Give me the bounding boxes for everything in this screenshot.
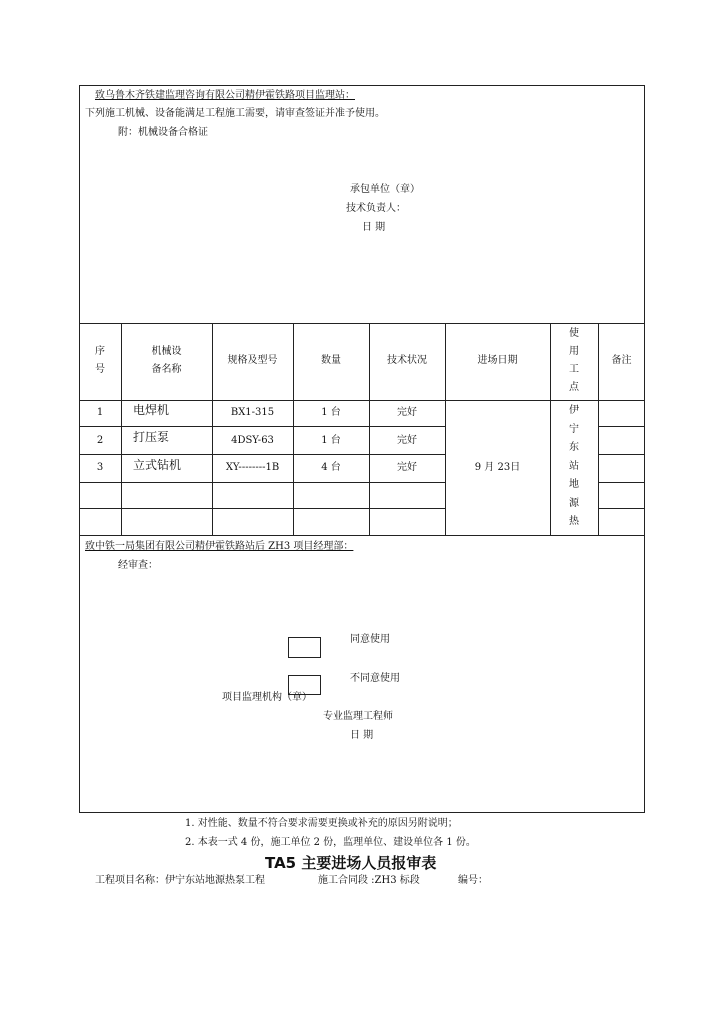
- row-line: [79, 426, 445, 427]
- row-name: 电焊机: [133, 403, 170, 417]
- row-no: 2: [96, 435, 104, 446]
- row-line-remark: [598, 426, 645, 427]
- table-bottom-line: [79, 535, 645, 536]
- row-spec: 4DSY-63: [231, 435, 274, 446]
- header-spec: 规格及型号: [227, 355, 278, 366]
- row-line-remark: [598, 508, 645, 509]
- row-name: 打压泵: [133, 430, 170, 444]
- row-status: 完好: [397, 462, 417, 473]
- table-top-line: [79, 323, 645, 324]
- contractor-label: 承包单位（章）: [350, 184, 420, 195]
- site-value: 伊 宁 东 站 地 源 热: [569, 405, 579, 527]
- header-name: 备名称: [151, 364, 182, 375]
- addressee-supervisor: 致乌鲁木齐铁建监理咨询有限公司精伊霍铁路项目监理站：: [95, 90, 355, 101]
- statement-text: 下列施工机械、设备能满足工程施工需要，请审查签证并准予使用。: [85, 108, 385, 119]
- row-line: [79, 482, 445, 483]
- row-line: [79, 508, 445, 509]
- row-spec: XY--------1B: [225, 462, 280, 473]
- header-remark: 备注: [611, 355, 632, 366]
- agree-label: 同意使用: [350, 634, 390, 645]
- form-number: 编号：: [458, 875, 488, 886]
- row-qty: 1 台: [321, 435, 341, 446]
- row-status: 完好: [397, 435, 417, 446]
- row-line-remark: [598, 482, 645, 483]
- agree-checkbox[interactable]: [288, 637, 321, 658]
- contract-section: 施工合同段 :ZH3 标段: [318, 875, 420, 886]
- header-qty: 数量: [321, 355, 341, 366]
- row-status: 完好: [397, 407, 417, 418]
- table-header-line: [79, 400, 645, 401]
- addressee-contractor: 致中铁一局集团有限公司精伊霍铁路站后 ZH3 项目经理部：: [85, 541, 354, 552]
- header-no: 序: [95, 346, 105, 357]
- row-spec: BX1-315: [230, 407, 275, 418]
- col-line: [550, 323, 551, 535]
- row-no: 3: [96, 462, 104, 473]
- header-entry-date: 进场日期: [477, 355, 518, 366]
- tech-lead-label: 技术负责人：: [346, 203, 406, 214]
- row-line-remark: [598, 454, 645, 455]
- header-name: 机械设: [151, 346, 182, 357]
- date-label-bottom: 日 期: [350, 730, 374, 741]
- date-label-top: 日 期: [362, 222, 386, 233]
- row-qty: 1 台: [321, 407, 341, 418]
- header-no: 号: [95, 364, 105, 375]
- row-name: 立式钻机: [133, 458, 182, 472]
- reviewed-label: 经审查：: [118, 560, 158, 571]
- disagree-label: 不同意使用: [350, 673, 400, 684]
- header-status: 技术状况: [387, 355, 427, 366]
- row-qty: 4 台: [321, 462, 341, 473]
- entry-date-value: 9 月 23日: [474, 462, 521, 473]
- row-no: 1: [96, 407, 104, 418]
- org-label: 项目监理机构（章）: [222, 692, 312, 703]
- project-name: 工程项目名称：伊宁东站地源热泵工程: [95, 875, 265, 886]
- next-form-title: TA5 主要进场人员报审表: [265, 854, 437, 872]
- header-site: 使 用 工 点: [569, 328, 579, 393]
- row-line: [79, 454, 445, 455]
- note-1: 1. 对性能、数量不符合要求需要更换或补充的原因另附说明；: [185, 818, 458, 829]
- note-2: 2. 本表一式 4 份，施工单位 2 份，监理单位、建设单位各 1 份。: [185, 837, 476, 848]
- engineer-label: 专业监理工程师: [323, 711, 393, 722]
- attachment-text: 附：机械设备合格证: [118, 127, 208, 138]
